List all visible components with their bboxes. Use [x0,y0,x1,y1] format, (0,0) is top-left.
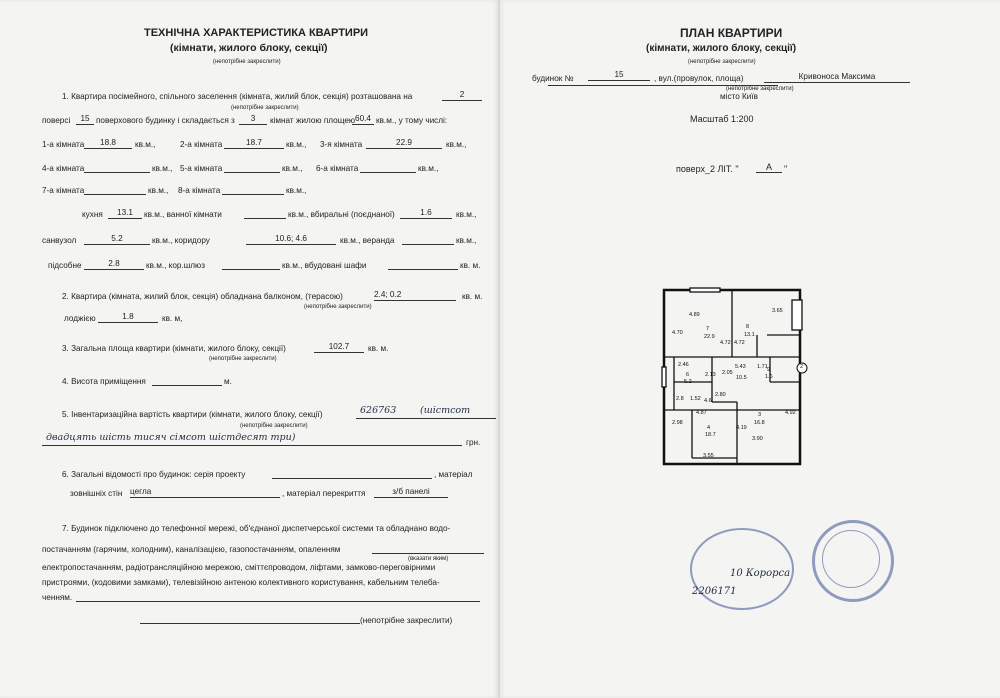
plan-dim-label: 4.92 [785,410,796,416]
p5-words-a: (шістсот [420,405,471,416]
room8-unit: кв.м., [286,186,307,195]
kitchen-value: 13.1 [108,208,142,219]
plan-dim-label: 3.65 [772,308,783,314]
plan-strike-note: (непотрібне закреслити) [688,59,756,65]
scale: Масштаб 1:200 [690,114,754,124]
pidsobne-label: підсобне [48,261,82,270]
plan-dim-label: 2.46 [678,362,689,368]
room3-value: 22.9 [366,138,442,149]
room1-value: 18.8 [84,138,132,149]
floors-value: з/б панелі [374,487,448,498]
p7-line1: 7. Будинок підключено до телефонної мережі, об'єднаної диспетчерської системи та обладнано водо- [62,524,451,533]
room8-label: 8-а кімната [178,186,221,195]
right-page [500,0,1000,698]
plan-room-area: 5.2 [684,379,692,385]
plan-dim-label: 2.98 [672,420,683,426]
strike-note-1: (непотрібне закреслити) [231,105,299,111]
plan-dim-label: 2.13 [705,372,716,378]
p6-material: , матеріал [434,470,473,479]
p7-line2: постачанням (гарячим, холодним), каналізацією, газопостачанням, опаленням [42,545,341,554]
p5-words-b: двадцять шість тисяч сімсот шістдесят три) [46,432,296,443]
plan-dim-label: 4.72 [720,340,731,346]
kitchen-label: кухня [82,210,103,219]
doc-title: ТЕХНІЧНА ХАРАКТЕРИСТИКА КВАРТИРИ [144,27,369,39]
plan-room-area: 22.9 [704,334,715,340]
strike-note-3: (непотрібне закреслити) [209,356,277,362]
plan-room-area: 18.7 [705,432,716,438]
plan-room-number: 4 [707,425,711,431]
plan-subtitle: (кімнати, жилого блоку, секції) [646,43,797,54]
p7-line5: ченням. [42,593,73,602]
walls-label: зовнішніх стін [70,489,123,498]
room6-label: 6-а кімната [316,164,359,173]
p1-line2-b: поверхового будинку і складається з [96,116,235,125]
handwritten-signature: 10 Корорса [730,568,791,579]
plan-dim-label: 4.89 [689,312,700,318]
strike-note-2: (непотрібне закреслити) [304,304,372,310]
room6-unit: кв.м., [418,164,439,173]
room3-unit: кв.м., [446,140,467,149]
plan-dim-label: 3.55 [703,453,714,459]
p5-value: 626763 [360,405,397,416]
room7-label: 7-а кімната [42,186,85,195]
plan-dim-label: 4.72 [734,340,745,346]
plan-room-number: 8 [746,324,750,330]
p7-note: (вказати яким) [408,556,449,562]
korshluz-label: кв.м., кор.шлюз [146,261,205,270]
p7-line3: електропостачанням, радіотрансляційною мережою, сміттєпроводом, ліфтами, замково-переговірними [42,563,436,572]
p1-floor: 2 [442,90,482,101]
house-label: будинок № [532,74,574,83]
wardrobe-label: кв.м., вбудовані шафи [282,261,367,270]
currency: грн. [466,438,481,447]
p1-line2-c: кімнат жилою площею [270,116,356,125]
toilet-label: кв.м., вбиральні (поєднаної) [288,210,395,219]
p3-text: 3. Загальна площа квартири (кімнати, жилого блоку, секції) [62,344,286,353]
p1-rooms: 3 [239,114,267,125]
plan-room-area: 2.8 [676,396,684,402]
plan-dim-label: 3.90 [752,436,763,442]
room2-value: 18.7 [224,138,284,149]
p1-line2-a: поверсі [42,116,71,125]
p2-text: 2. Квартира (кімната, жилий блок, секція) обладнана балконом, (терасою) [62,292,343,301]
room7-unit: кв.м., [148,186,169,195]
p2-unit: кв. м. [462,292,483,301]
walls-value: цегла [130,487,280,498]
p6-text: 6. Загальні відомості про будинок: серія проекту [62,470,246,479]
plan-room-area: 4.6 [704,398,712,404]
house-number: 15 [588,70,650,81]
doc-subtitle: (кімнати, жилого блоку, секції) [170,42,328,54]
room5-label: 5-а кімната [180,164,223,173]
plan-room-area: 16.8 [754,420,765,426]
room2-label: 2-а кімната [180,140,223,149]
plan-room-number: 7 [706,326,710,332]
wardrobe-unit: кв. м. [460,261,481,270]
room1-label: 1-а кімната [42,140,85,149]
veranda-unit: кв.м., [456,236,477,245]
p3-unit: кв. м. [368,344,389,353]
plan-room-area: 10.5 [736,375,747,381]
toilet-value: 1.6 [400,208,452,219]
plan-dim-label: 2 [800,364,804,370]
lit-value: А [756,162,782,173]
pidsobne-value: 2.8 [84,259,144,270]
plan-room-area: 13.1 [744,332,755,338]
bath-label: кв.м., ванної кімнати [144,210,222,219]
room3-label: 3-я кімната [320,140,363,149]
plan-room-number: 9 [767,367,771,373]
strike-note: (непотрібне закреслити) [213,59,281,65]
room1-unit: кв.м., [135,140,156,149]
plan-dim-label: 4.70 [672,330,683,336]
lit-end: " [784,164,788,174]
p3-area: 102.7 [314,342,364,353]
corridor-label: кв.м., коридору [152,236,210,245]
plan-room-number: 3 [758,412,762,418]
plan-dim-label: 4.87 [696,410,707,416]
plan-dim-label: 4.19 [736,425,747,431]
room5-unit: кв.м., [282,164,303,173]
plan-dim-label: 1.52 [690,396,701,402]
loggia-label: лоджією [64,314,96,323]
loggia-unit: кв. м, [162,314,183,323]
plan-dim-label: 5.43 [735,364,746,370]
sanuzol-value: 5.2 [84,234,150,245]
p5-text: 5. Інвентаризаційна вартість квартири (кімнати, жилого блоку, секції) [62,410,323,419]
plan-dim-label: 2.05 [722,370,733,376]
p1-total-floors: 15 [76,114,94,125]
plan-strike-note-2: (непотрібне закреслити) [726,86,794,92]
room2-unit: кв.м., [286,140,307,149]
strike-note-4: (непотрібне закреслити) [240,423,308,429]
p4-unit: м. [224,377,232,386]
veranda-label: кв.м., веранда [340,236,395,245]
room4-label: 4-а кімната [42,164,85,173]
toilet-unit: кв.м., [456,210,477,219]
handwritten-number: 2206171 [692,586,737,597]
p1-living: 60.4 [352,114,374,125]
floor-plan [652,282,812,472]
street-name: Кривоноса Максима [764,72,910,83]
plan-room-number: 6 [686,372,690,378]
p4-text: 4. Висота приміщення [62,377,146,386]
floors-label: , матеріал перекриття [282,489,366,498]
p7-note2: (непотрібне закреслити) [360,616,453,625]
plan-room-area: 1.6 [765,374,773,380]
left-page [0,0,498,698]
city: місто Київ [720,92,758,101]
p1-line1: 1. Квартира посімейного, спільного заселення (кімната, жилий блок, секція) розташована на [62,92,413,101]
p2-balcony: 2.4; 0.2 [374,290,456,301]
loggia-value: 1.8 [98,312,158,323]
plan-dim-label: 2.80 [715,392,726,398]
p7-line4: пристроями, (кодовими замками), телевізійною антеною колективного користування, кабельним телеба- [42,578,440,587]
corridor-value: 10.6; 4.6 [246,234,336,245]
stamp-inner [822,530,880,588]
room4-unit: кв.м., [152,164,173,173]
street-label: , вул.(провулок, площа) [654,74,744,83]
plan-dim-label: 1.71 [757,364,768,370]
sanuzol-label: санвузол [42,236,77,245]
floor-label: поверх_2 ЛІТ. " [676,164,739,174]
plan-title: ПЛАН КВАРТИРИ [680,26,783,40]
p1-line2-d: кв.м., у тому числі: [376,116,448,125]
